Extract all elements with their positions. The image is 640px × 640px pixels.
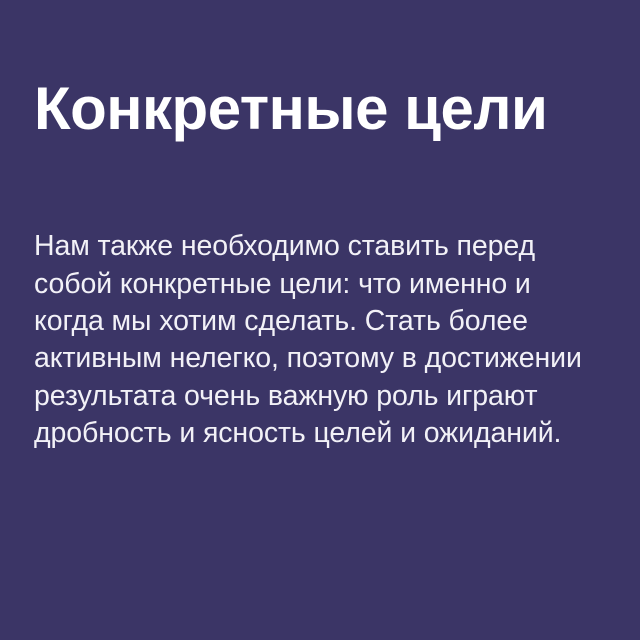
body-text (34, 228, 594, 452)
body-paragraph: Нам также необходимо ставить перед собой конкретные цели: что именно и когда мы хотим сделать. Стать более активным нелегко, поэтому в достижении результата очень важную роль играют дробность и ясность целей и ожиданий. (34, 230, 582, 450)
page-title: Конкретные цели (34, 75, 548, 142)
